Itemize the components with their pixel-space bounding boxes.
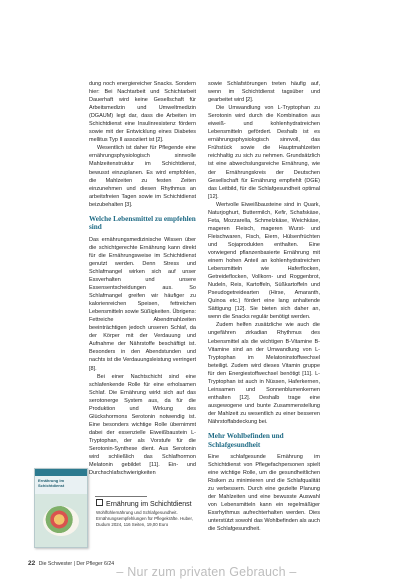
book-caption-title [96, 499, 206, 509]
right-paragraph-5: Eine schlafgesunde Ernährung im Schichtdienst von Pflegefachpersonen spielt eine wichtige Rolle, um die gesundheitlichen Risiken zu minimieren und die Schlafqualität zu verbessern. Durch eine gezielte Planung der Mahlzeiten und eine bewusste Auswahl von Lebensmitteln kann ein regelmäßiger Essrhythmus aufrechterhalten werden. Dies unterstützt sowohl das Wohlbefinden als auch die Schlafgesundheit. [208, 454, 320, 533]
journal-name: Die Schwester | Der Pfleger 6/24 [38, 561, 115, 567]
checkbox-icon [96, 499, 103, 506]
book-cover-band [35, 469, 87, 476]
left-paragraph-4: Bei einer Nachtschicht sind eine schlafenkende Rolle für eine erholsamen Schlaf. Die Ernährung wirkt sich auf das serotonerge System aus, da für die Produktion und Wirkung des Glückshormons Serotonin notwendig ist. Eine besonders wichtige Rolle übernimmt dabei der essenzielle Eiweißbaustein L-Tryptophan, der als Vorstufe für die Serotonin-Synthese dient. Aus Serotonin wird schließlich das Schlafhormon Melatonin gebildet [11]. Ein- und Durchschlafschwierigkeiten [89, 373, 196, 477]
right-paragraph-1: sowie Schlafstörungen treten häufig auf, wenn im Schichtdienst tagsüber und gearbeitet wird [2]. [208, 81, 320, 104]
right-paragraph-4: Zudem helfen zusätzliche wie auch die ungefähren zirkadian Rhythmus des Lebensmittel als die wichtigen B-Vitamine B-Vitamine sind an der Umwandlung von L-Tryptophan im Melatoninstoffwechsel beteiligt. Zudem wird dieses Vitamin gruppe für den Energiestoffwechsel benötigt [11]. L-Tryptophan ist auch in Nüssen, Haferkernen, Leinsamen und Sonnenblumenkernen enthalten [12]. Deshalb trage eine ausgewogene und bunte Zusammenstellung der Mahlzeit zu wesentlich zu einer besseren Nährstoffabdeckung bei. [208, 322, 320, 425]
private-use-watermark: – Nur zum privaten Gebrauch – [116, 565, 297, 579]
page-number: 22 [28, 560, 36, 567]
caption-divider [95, 496, 147, 497]
left-paragraph-1: dung noch energiereicher Snacks. Sondern hier: Bei Nachtarbeit und Schichtarbeit Dauerhaft wird keine Gesellschaft für Arbeitsmedizin und Umweltmedizin (DGAUM) legt dar, dass die Arbeiten im Schichtdienst eine Insulinresistenz fördern sowie mit der Entwicklung eines Diabetes mellitus Typ II assoziiert ist [2]. [89, 81, 196, 144]
left-paragraph-2: Wesentlich ist daher für Pflegende eine ernährungsphysiologisch sinnvolle Mahlzeitenstruktur im Schichtdienst, bewusst einzuplanen. Es wird empfohlen, die Mahlzeiten zu festen Zeiten einzunehmen und diesen Rhythmus an arbeitsfreien Tagen sowie im Schichtdienst beizubehalten [3]. [89, 145, 196, 208]
book-cover-title: Ernährung im Schichtdienst [38, 478, 65, 488]
food-plate-icon [43, 506, 79, 536]
book-caption-title-text: Ernährung im Schichtdienst [106, 501, 192, 508]
section-heading-food: Welche Lebensmittel zu empfehlen sind [89, 214, 196, 232]
book-recommendation [26, 467, 206, 559]
right-paragraph-3: Wertvolle Eiweißbausteine sind in Quark, Naturjoghurt, Buttermilch, Kefir, Schafskäse, Feta, Mozzarella, Schmelzkäse, Weichkäse, mageren Fleisch, mageren Wurst- und Fleischwaren, Fisch, Eiern, Hülsenfrüchten und Sojaprodukten enthalten. Eine vorwiegend pflanzenbasierte Ernährung mit einem hohen Anteil an kohlenhydratreichen Lebensmitteln wie Haferflocken, Getreideflocken, Vollkorn- und Roggenbrot, Nudeln, Reis, Kartoffeln, Süßkartoffeln und Pseudogetreidearten (Hirse, Amaranth, Quinoa etc.) fördert eine lang anhaltende Sättigung [12]. Sie bieten sich daher an, wenn die Snacks regulär benötigt werden. [208, 201, 320, 321]
left-column [89, 80, 196, 477]
right-column [208, 80, 320, 533]
section-heading-wellbeing: Mehr Wohlbefinden und Schlafgesundheit [208, 432, 284, 449]
right-paragraph-2: Die Umwandlung von L-Tryptophan zu Serotonin wird durch die Kombination aus eiweiß- und kohlenhydratreichen Lebensmitteln gefördert. Deshalb ist es ernährungsphysiologisch sinnvoll, das Frühstück sowie die Hauptmahlzeiten reichhaltig zu sich zu nehmen. Grundsätzlich ist eine abwechslungsreiche Ernährung, wie der Ernährungskreis der Deutschen Gesellschaft für Ernährung empfiehlt (DGE) das Leitbild, für die Schlafgesundheit optimal [12]. [208, 105, 320, 200]
left-paragraph-3: Das ernährungsmedizinische Wissen über die schichtgerechte Ernährung kann direkt für die Ernährungsweise im Schichtdienst genutzt werden. Denn Stress und Schlafmangel wirken sich auf unser Essverhalten und unsere Essensentscheidungen aus. So Schlafmangel greifen wir häufiger zu kalorienreichen Speisen, fettreichen Lebensmitteln sowie Süßigkeiten. Übrigens: Fettreiche Abendmahlzeiten beeinträchtigen jedoch unseren Schlaf, da der Körper mit der Verdauung und Aufnahme der Nährstoffe beschäftigt ist. Besonders in den Abendstunden und nachts ist die Verdauungsleistung verringert [8]. [89, 236, 197, 372]
book-caption-text: Wohlfühlernährung und Schlafgesundheit. Ernährungsempfehlungen für Pflegekräfte. Huber, Dudum 2024, 116 Seiten, 19,00 Euro [96, 510, 193, 528]
book-cover-image [34, 468, 88, 548]
